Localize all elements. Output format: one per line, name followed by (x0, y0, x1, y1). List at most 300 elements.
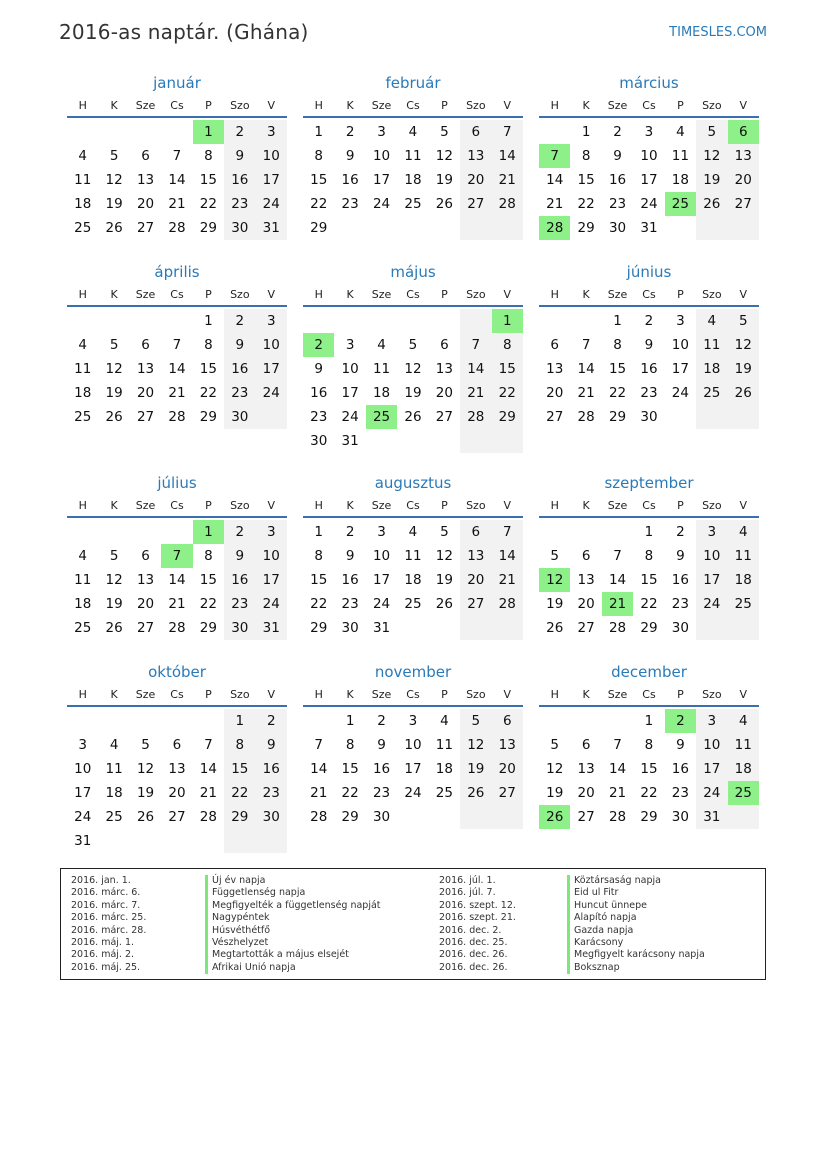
day-cell[interactable]: 8 (314, 148, 323, 164)
day-cell[interactable]: 23 (671, 596, 689, 612)
day-cell[interactable]: 2 (613, 124, 622, 140)
day-cell[interactable]: 13 (546, 361, 564, 377)
holiday-day-cell[interactable]: 12 (539, 568, 570, 592)
day-cell[interactable]: 1 (314, 524, 323, 540)
day-cell[interactable]: 28 (168, 620, 186, 636)
day-cell[interactable]: 7 (460, 333, 491, 357)
day-cell[interactable]: 14 (168, 172, 186, 188)
day-cell[interactable]: 1 (644, 713, 654, 729)
day-cell[interactable]: 2 (224, 309, 255, 333)
day-cell[interactable]: 8 (204, 148, 213, 164)
day-cell[interactable]: 2 (345, 524, 355, 540)
day-cell[interactable]: 11 (372, 361, 391, 377)
day-cell[interactable]: 1 (314, 124, 323, 140)
day-cell[interactable]: 11 (696, 333, 727, 357)
day-cell[interactable]: 27 (136, 220, 155, 236)
day-cell[interactable]: 12 (435, 548, 453, 564)
day-cell[interactable]: 24 (372, 196, 391, 212)
day-cell[interactable]: 22 (310, 196, 328, 212)
day-cell[interactable]: 31 (256, 616, 287, 640)
day-cell[interactable]: 22 (199, 196, 217, 212)
day-cell[interactable]: 6 (492, 709, 523, 733)
day-cell[interactable]: 15 (310, 572, 328, 588)
day-cell[interactable]: 24 (671, 385, 689, 401)
day-cell[interactable]: 5 (408, 337, 418, 353)
day-cell[interactable]: 30 (671, 620, 689, 636)
day-cell[interactable]: 15 (224, 757, 255, 781)
day-cell[interactable]: 9 (345, 548, 355, 564)
day-cell[interactable]: 6 (141, 337, 150, 353)
day-cell[interactable]: 23 (341, 196, 359, 212)
holiday-day-cell[interactable]: 1 (193, 520, 224, 544)
day-cell[interactable]: 14 (168, 361, 186, 377)
day-cell[interactable]: 14 (310, 761, 328, 777)
day-cell[interactable]: 8 (492, 333, 523, 357)
holiday-day-cell[interactable]: 6 (728, 120, 759, 144)
day-cell[interactable]: 21 (199, 785, 217, 801)
day-cell[interactable]: 28 (168, 220, 186, 236)
day-cell[interactable]: 23 (224, 381, 255, 405)
day-cell[interactable]: 24 (696, 781, 727, 805)
day-cell[interactable]: 2 (224, 120, 255, 144)
day-cell[interactable]: 9 (345, 148, 355, 164)
day-cell[interactable]: 2 (256, 709, 287, 733)
day-cell[interactable]: 28 (577, 409, 595, 425)
day-cell[interactable]: 4 (377, 337, 386, 353)
day-cell[interactable]: 26 (404, 409, 422, 425)
day-cell[interactable]: 24 (404, 785, 422, 801)
day-cell[interactable]: 20 (492, 757, 523, 781)
day-cell[interactable]: 26 (105, 409, 123, 425)
day-cell[interactable]: 4 (728, 520, 759, 544)
day-cell[interactable]: 14 (199, 761, 217, 777)
day-cell[interactable]: 11 (105, 761, 123, 777)
day-cell[interactable]: 20 (168, 785, 186, 801)
day-cell[interactable]: 4 (408, 524, 418, 540)
day-cell[interactable]: 3 (377, 524, 386, 540)
day-cell[interactable]: 18 (404, 572, 422, 588)
day-cell[interactable]: 17 (74, 785, 92, 801)
day-cell[interactable]: 19 (696, 168, 727, 192)
day-cell[interactable]: 9 (256, 733, 287, 757)
day-cell[interactable]: 15 (640, 572, 658, 588)
day-cell[interactable]: 19 (105, 596, 123, 612)
day-cell[interactable]: 27 (460, 192, 491, 216)
day-cell[interactable]: 26 (136, 809, 155, 825)
day-cell[interactable]: 22 (199, 385, 217, 401)
day-cell[interactable]: 28 (460, 405, 491, 429)
day-cell[interactable]: 7 (492, 120, 523, 144)
day-cell[interactable]: 21 (492, 168, 523, 192)
day-cell[interactable]: 20 (460, 168, 491, 192)
day-cell[interactable]: 30 (224, 405, 255, 429)
holiday-day-cell[interactable]: 7 (161, 544, 192, 568)
day-cell[interactable]: 24 (640, 196, 658, 212)
holiday-day-cell[interactable]: 28 (539, 216, 570, 240)
day-cell[interactable]: 29 (199, 220, 217, 236)
day-cell[interactable]: 21 (168, 385, 186, 401)
day-cell[interactable]: 11 (74, 172, 92, 188)
day-cell[interactable]: 6 (141, 548, 150, 564)
day-cell[interactable]: 3 (256, 520, 287, 544)
day-cell[interactable]: 21 (577, 385, 595, 401)
day-cell[interactable]: 6 (172, 737, 182, 753)
day-cell[interactable]: 13 (435, 361, 453, 377)
day-cell[interactable]: 5 (141, 737, 150, 753)
day-cell[interactable]: 3 (696, 520, 727, 544)
day-cell[interactable]: 10 (404, 737, 422, 753)
day-cell[interactable]: 30 (640, 409, 658, 425)
day-cell[interactable]: 27 (435, 409, 453, 425)
day-cell[interactable]: 24 (74, 809, 92, 825)
day-cell[interactable]: 19 (546, 785, 564, 801)
day-cell[interactable]: 27 (492, 781, 523, 805)
day-cell[interactable]: 26 (728, 381, 759, 405)
day-cell[interactable]: 18 (404, 172, 422, 188)
day-cell[interactable]: 21 (608, 785, 627, 801)
day-cell[interactable]: 15 (341, 761, 359, 777)
day-cell[interactable]: 22 (577, 196, 595, 212)
day-cell[interactable]: 14 (608, 761, 627, 777)
day-cell[interactable]: 25 (404, 196, 422, 212)
day-cell[interactable]: 27 (136, 409, 155, 425)
day-cell[interactable]: 10 (372, 148, 391, 164)
day-cell[interactable]: 11 (435, 737, 453, 753)
day-cell[interactable]: 5 (460, 709, 491, 733)
day-cell[interactable]: 7 (204, 737, 213, 753)
day-cell[interactable]: 21 (310, 785, 328, 801)
day-cell[interactable]: 26 (435, 596, 453, 612)
day-cell[interactable]: 25 (74, 409, 92, 425)
day-cell[interactable]: 9 (676, 737, 685, 753)
day-cell[interactable]: 30 (341, 620, 359, 636)
day-cell[interactable]: 2 (345, 124, 355, 140)
day-cell[interactable]: 30 (224, 216, 255, 240)
day-cell[interactable]: 31 (256, 216, 287, 240)
day-cell[interactable]: 18 (728, 757, 759, 781)
day-cell[interactable]: 3 (78, 737, 87, 753)
day-cell[interactable]: 16 (640, 361, 658, 377)
day-cell[interactable]: 9 (224, 544, 255, 568)
day-cell[interactable]: 8 (204, 337, 213, 353)
day-cell[interactable]: 5 (440, 524, 449, 540)
day-cell[interactable]: 3 (644, 124, 654, 140)
day-cell[interactable]: 13 (136, 361, 155, 377)
day-cell[interactable]: 3 (676, 313, 685, 329)
day-cell[interactable]: 17 (256, 357, 287, 381)
day-cell[interactable]: 15 (640, 761, 658, 777)
day-cell[interactable]: 20 (460, 568, 491, 592)
day-cell[interactable]: 24 (256, 192, 287, 216)
day-cell[interactable]: 29 (577, 220, 595, 236)
day-cell[interactable]: 29 (608, 409, 627, 425)
day-cell[interactable]: 17 (404, 761, 422, 777)
day-cell[interactable]: 4 (696, 309, 727, 333)
day-cell[interactable]: 6 (460, 520, 491, 544)
day-cell[interactable]: 28 (199, 809, 217, 825)
day-cell[interactable]: 13 (492, 733, 523, 757)
day-cell[interactable]: 17 (372, 572, 391, 588)
day-cell[interactable]: 9 (314, 361, 323, 377)
day-cell[interactable]: 16 (256, 757, 287, 781)
day-cell[interactable]: 5 (440, 124, 449, 140)
day-cell[interactable]: 5 (109, 337, 119, 353)
holiday-day-cell[interactable]: 2 (665, 709, 696, 733)
day-cell[interactable]: 16 (671, 761, 689, 777)
day-cell[interactable]: 26 (105, 620, 123, 636)
day-cell[interactable]: 7 (581, 337, 591, 353)
day-cell[interactable]: 3 (256, 309, 287, 333)
day-cell[interactable]: 18 (696, 357, 727, 381)
day-cell[interactable]: 20 (136, 385, 155, 401)
day-cell[interactable]: 18 (435, 761, 453, 777)
day-cell[interactable]: 24 (341, 409, 359, 425)
day-cell[interactable]: 7 (314, 737, 323, 753)
day-cell[interactable]: 7 (613, 548, 622, 564)
day-cell[interactable]: 22 (640, 785, 658, 801)
day-cell[interactable]: 18 (728, 568, 759, 592)
day-cell[interactable]: 12 (546, 761, 564, 777)
day-cell[interactable]: 11 (404, 148, 422, 164)
day-cell[interactable]: 22 (608, 385, 627, 401)
day-cell[interactable]: 15 (492, 357, 523, 381)
day-cell[interactable]: 1 (644, 524, 654, 540)
day-cell[interactable]: 10 (256, 144, 287, 168)
day-cell[interactable]: 31 (74, 833, 92, 849)
brand-link[interactable]: TIMESLES.COM (669, 25, 767, 40)
day-cell[interactable]: 9 (377, 737, 386, 753)
day-cell[interactable]: 9 (644, 337, 654, 353)
day-cell[interactable]: 20 (435, 385, 453, 401)
day-cell[interactable]: 2 (676, 524, 685, 540)
day-cell[interactable]: 29 (640, 809, 658, 825)
day-cell[interactable]: 6 (460, 120, 491, 144)
day-cell[interactable]: 6 (581, 737, 591, 753)
day-cell[interactable]: 20 (136, 196, 155, 212)
day-cell[interactable]: 12 (105, 172, 123, 188)
day-cell[interactable]: 7 (172, 148, 182, 164)
day-cell[interactable]: 1 (204, 313, 213, 329)
day-cell[interactable]: 29 (492, 405, 523, 429)
day-cell[interactable]: 11 (74, 361, 92, 377)
day-cell[interactable]: 8 (224, 733, 255, 757)
day-cell[interactable]: 17 (256, 168, 287, 192)
day-cell[interactable]: 18 (74, 385, 92, 401)
day-cell[interactable]: 3 (696, 709, 727, 733)
day-cell[interactable]: 23 (341, 596, 359, 612)
day-cell[interactable]: 28 (492, 192, 523, 216)
day-cell[interactable]: 30 (224, 616, 255, 640)
day-cell[interactable]: 27 (136, 620, 155, 636)
day-cell[interactable]: 13 (577, 761, 595, 777)
day-cell[interactable]: 5 (550, 737, 559, 753)
day-cell[interactable]: 28 (168, 409, 186, 425)
day-cell[interactable]: 31 (341, 433, 359, 449)
holiday-day-cell[interactable]: 1 (492, 309, 523, 333)
day-cell[interactable]: 25 (435, 785, 453, 801)
day-cell[interactable]: 16 (224, 168, 255, 192)
day-cell[interactable]: 26 (105, 220, 123, 236)
day-cell[interactable]: 3 (377, 124, 386, 140)
day-cell[interactable]: 30 (310, 433, 328, 449)
day-cell[interactable]: 5 (696, 120, 727, 144)
day-cell[interactable]: 30 (256, 805, 287, 829)
day-cell[interactable]: 25 (404, 596, 422, 612)
day-cell[interactable]: 16 (671, 572, 689, 588)
day-cell[interactable]: 3 (345, 337, 355, 353)
day-cell[interactable]: 15 (310, 172, 328, 188)
day-cell[interactable]: 11 (728, 733, 759, 757)
day-cell[interactable]: 12 (404, 361, 422, 377)
holiday-day-cell[interactable]: 2 (303, 333, 334, 357)
day-cell[interactable]: 26 (460, 781, 491, 805)
day-cell[interactable]: 29 (640, 620, 658, 636)
day-cell[interactable]: 19 (105, 196, 123, 212)
day-cell[interactable]: 20 (546, 385, 564, 401)
day-cell[interactable]: 6 (440, 337, 449, 353)
day-cell[interactable]: 6 (141, 148, 150, 164)
day-cell[interactable]: 29 (310, 620, 328, 636)
day-cell[interactable]: 7 (492, 520, 523, 544)
day-cell[interactable]: 15 (577, 172, 595, 188)
day-cell[interactable]: 19 (728, 357, 759, 381)
day-cell[interactable]: 12 (460, 733, 491, 757)
day-cell[interactable]: 8 (581, 148, 591, 164)
day-cell[interactable]: 22 (640, 596, 658, 612)
day-cell[interactable]: 4 (78, 148, 87, 164)
day-cell[interactable]: 24 (256, 381, 287, 405)
day-cell[interactable]: 23 (224, 192, 255, 216)
day-cell[interactable]: 11 (404, 548, 422, 564)
day-cell[interactable]: 24 (372, 596, 391, 612)
day-cell[interactable]: 21 (168, 196, 186, 212)
day-cell[interactable]: 4 (728, 709, 759, 733)
day-cell[interactable]: 2 (224, 520, 255, 544)
holiday-day-cell[interactable]: 25 (366, 405, 397, 429)
day-cell[interactable]: 4 (78, 548, 87, 564)
day-cell[interactable]: 17 (372, 172, 391, 188)
day-cell[interactable]: 18 (74, 596, 92, 612)
day-cell[interactable]: 4 (676, 124, 685, 140)
day-cell[interactable]: 27 (577, 809, 595, 825)
day-cell[interactable]: 1 (224, 709, 255, 733)
day-cell[interactable]: 14 (546, 172, 564, 188)
day-cell[interactable]: 20 (136, 596, 155, 612)
day-cell[interactable]: 17 (696, 568, 727, 592)
day-cell[interactable]: 7 (613, 737, 622, 753)
day-cell[interactable]: 9 (613, 148, 622, 164)
day-cell[interactable]: 28 (608, 620, 627, 636)
day-cell[interactable]: 20 (728, 168, 759, 192)
day-cell[interactable]: 15 (199, 572, 217, 588)
day-cell[interactable]: 30 (608, 220, 627, 236)
day-cell[interactable]: 15 (608, 361, 627, 377)
day-cell[interactable]: 10 (696, 544, 727, 568)
day-cell[interactable]: 23 (671, 785, 689, 801)
day-cell[interactable]: 17 (671, 361, 689, 377)
day-cell[interactable]: 9 (676, 548, 685, 564)
day-cell[interactable]: 5 (550, 548, 559, 564)
day-cell[interactable]: 16 (224, 568, 255, 592)
day-cell[interactable]: 3 (256, 120, 287, 144)
day-cell[interactable]: 9 (224, 144, 255, 168)
day-cell[interactable]: 14 (460, 357, 491, 381)
day-cell[interactable]: 19 (460, 757, 491, 781)
day-cell[interactable]: 4 (78, 337, 87, 353)
day-cell[interactable]: 18 (105, 785, 123, 801)
day-cell[interactable]: 18 (671, 172, 689, 188)
day-cell[interactable]: 13 (460, 544, 491, 568)
day-cell[interactable]: 26 (546, 620, 564, 636)
holiday-day-cell[interactable]: 1 (193, 120, 224, 144)
day-cell[interactable]: 30 (671, 809, 689, 825)
day-cell[interactable]: 14 (492, 144, 523, 168)
day-cell[interactable]: 24 (256, 592, 287, 616)
day-cell[interactable]: 17 (256, 568, 287, 592)
day-cell[interactable]: 29 (310, 220, 328, 236)
day-cell[interactable]: 8 (345, 737, 355, 753)
day-cell[interactable]: 21 (460, 381, 491, 405)
day-cell[interactable]: 28 (310, 809, 328, 825)
day-cell[interactable]: 23 (310, 409, 328, 425)
day-cell[interactable]: 14 (492, 544, 523, 568)
day-cell[interactable]: 21 (492, 568, 523, 592)
day-cell[interactable]: 27 (728, 192, 759, 216)
day-cell[interactable]: 18 (372, 385, 391, 401)
day-cell[interactable]: 25 (74, 620, 92, 636)
day-cell[interactable]: 10 (341, 361, 359, 377)
day-cell[interactable]: 28 (608, 809, 627, 825)
day-cell[interactable]: 12 (696, 144, 727, 168)
day-cell[interactable]: 25 (728, 592, 759, 616)
day-cell[interactable]: 2 (644, 313, 654, 329)
day-cell[interactable]: 18 (74, 196, 92, 212)
day-cell[interactable]: 11 (671, 148, 689, 164)
day-cell[interactable]: 8 (613, 337, 622, 353)
day-cell[interactable]: 20 (577, 785, 595, 801)
day-cell[interactable]: 8 (204, 548, 213, 564)
day-cell[interactable]: 21 (546, 196, 564, 212)
day-cell[interactable]: 23 (372, 785, 391, 801)
holiday-day-cell[interactable]: 25 (665, 192, 696, 216)
day-cell[interactable]: 17 (341, 385, 359, 401)
day-cell[interactable]: 8 (644, 548, 654, 564)
day-cell[interactable]: 2 (377, 713, 386, 729)
day-cell[interactable]: 4 (109, 737, 119, 753)
day-cell[interactable]: 23 (640, 385, 658, 401)
day-cell[interactable]: 11 (728, 544, 759, 568)
day-cell[interactable]: 21 (168, 596, 186, 612)
day-cell[interactable]: 11 (74, 572, 92, 588)
day-cell[interactable]: 22 (224, 781, 255, 805)
day-cell[interactable]: 4 (440, 713, 449, 729)
day-cell[interactable]: 29 (341, 809, 359, 825)
day-cell[interactable]: 8 (644, 737, 654, 753)
day-cell[interactable]: 19 (136, 785, 155, 801)
day-cell[interactable]: 6 (581, 548, 591, 564)
holiday-day-cell[interactable]: 26 (539, 805, 570, 829)
day-cell[interactable]: 13 (136, 572, 155, 588)
day-cell[interactable]: 31 (640, 220, 658, 236)
holiday-day-cell[interactable]: 21 (602, 592, 633, 616)
day-cell[interactable]: 29 (199, 620, 217, 636)
day-cell[interactable]: 25 (74, 220, 92, 236)
day-cell[interactable]: 10 (256, 333, 287, 357)
day-cell[interactable]: 10 (696, 733, 727, 757)
day-cell[interactable]: 26 (696, 192, 727, 216)
day-cell[interactable]: 27 (168, 809, 186, 825)
day-cell[interactable]: 27 (577, 620, 595, 636)
